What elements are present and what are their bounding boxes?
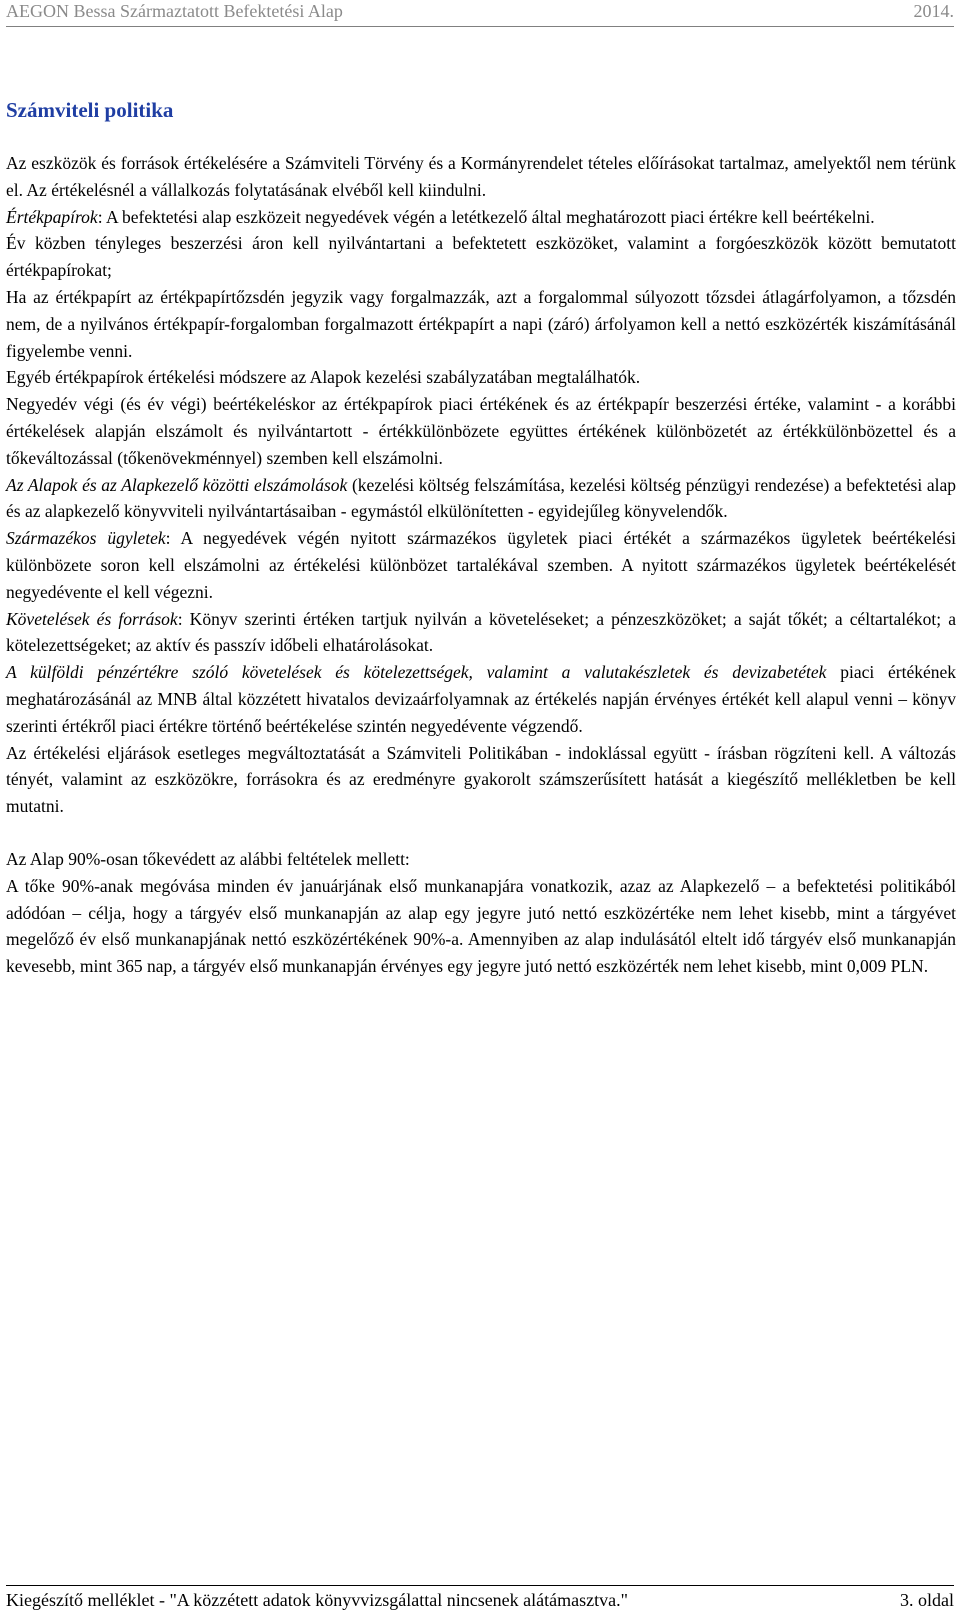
document-body [6,150,956,980]
page-footer [6,1585,954,1614]
paragraph-9 [6,606,956,660]
footer-text: Kiegészítő melléklet - "A közzétett adatok könyvvizsgálattal nincsenek alátámasztva." [6,1590,628,1610]
paragraph-6: Negyedév végi (és év végi) beértékeléskor az értékpapírok piaci értékének és az értékpapír beszerzési értéke, valamint - a korábbi értékelések alapján elszámolt és nyilvántartott - értékkülönbözete együttes értékének különbözetét az értékkülönbözettel és a tőkeváltozással (tőkenövekménnyel) szemben kell elszámolni. [6,394,956,468]
paragraph-10-label: A külföldi pénzértékre szóló követelések és kötelezettségek, valamint a valutakészletek és devizabetétek [6,662,827,683]
paragraph-3: Év közben tényleges beszerzési áron kell nyilvántartani a befektetett eszközöket, valamint a forgóeszközök között bemutatott értékpapírokat; [6,233,956,281]
paragraph-8-label: Származékos ügyletek [6,528,166,549]
paragraph-10-text: piaci értékének meghatározásánál az MNB által közzétett hivatalos devizaárfolyamnak az értékelés napján érvényes értékét kell alapul venni – könyv szerinti értékről piaci értékre történő beértékelése szintén negyedévente végzendő. [6,662,956,736]
paragraph-7 [6,472,956,526]
section-title: Számviteli politika [6,98,174,122]
page-number: 3. oldal [900,1590,954,1610]
paragraph-9-text: : Könyv szerinti értéken tartjuk nyilván a követeléseket; a pénzeszközöket; a saját tőkét; a céltartalékot; a kötelezettségeket; az aktív és passzív időbeli elhatárolásokat. [6,608,956,656]
paragraph-8-text: : A negyedévek végén nyitott származékos ügyletek piaci értékét a származékos ügyletek beértékelési különbözete soron kell elszámolni az értékelési különbözet tartalékával szemben. A nyitott származékos ügyletek beértékelését negyedévente el kell végezni. [6,528,956,602]
paragraph-2 [6,204,956,231]
page-header [6,0,954,27]
paragraph-9-label: Követelések és források [6,608,178,629]
paragraph-12: Az Alap 90%-osan tőkevédett az alábbi feltételek mellett: [6,848,410,869]
paragraph-7-label: Az Alapok és az Alapkezelő közötti elszámolások [6,474,348,495]
paragraph-1: Az eszközök és források értékelésére a Számviteli Törvény és a Kormányrendelet tételes előírásokat tartalmaz, amelyektől nem térünk el. Az értékelésnél a vállalkozás folytatásának elvéből kell kiindulni. [6,153,956,200]
paragraph-2-text: : A befektetési alap eszközeit negyedévek végén a letétkezelő által meghatározott piaci értékre kell beértékelni. [97,206,875,227]
paragraph-8 [6,525,956,605]
paragraph-7-text: (kezelési költség felszámítása, kezelési költség pénzügyi rendezése) a befektetési alap és az alapkezelő könyvviteli nyilvántartásaiban - egymástól elkülönítetten - egyidejűleg könyvelendők. [6,474,956,522]
header-year: 2014. [913,1,954,21]
paragraph-4: Ha az értékpapírt az értékpapírtőzsdén jegyzik vagy forgalmazzák, azt a forgalommal súlyozott tőzsdei átlagárfolyamon, a tőzsdén nem, de a nyilvános értékpapír-forgalomban forgalmazott értékpapírt a napi (záró) árfolyamon kell a nettó eszközérték kiszámításánál figyelembe venni. [6,286,956,361]
paragraph-10 [6,659,956,739]
header-title: AEGON Bessa Származtatott Befektetési Alap [6,1,343,21]
paragraph-13: A tőke 90%-anak megóvása minden év januárjának első munkanapjára vonatkozik, azaz az Alapkezelő – a befektetési politikából adódóan – célja, hogy a tárgyév első munkanapján az alap egy jegyre jutó nettó eszközértéke nem lehet kisebb, mint a tárgyévet megelőző év első munkanapjának nettó eszközértékének 90%-a. Amennyiben az alap indulásától eltelt idő tárgyév első munkanapján kevesebb, mint 365 nap, a tárgyév első munkanapján érvényes egy jegyre jutó nettó eszközérték nem lehet kisebb, mint 0,009 PLN. [6,875,956,977]
paragraph-2-label: Értékpapírok [6,206,98,227]
paragraph-11: Az értékelési eljárások esetleges megváltoztatását a Számviteli Politikában - indoklással együtt - írásban rögzíteni kell. A változás tényét, valamint az eszközökre, forrásokra és az eredményre gyakorolt számszerűsített hatását a kiegészítő mellékletben be kell mutatni. [6,742,956,817]
paragraph-5: Egyéb értékpapírok értékelési módszere az Alapok kezelési szabályzatában megtalálhatók. [6,367,641,388]
